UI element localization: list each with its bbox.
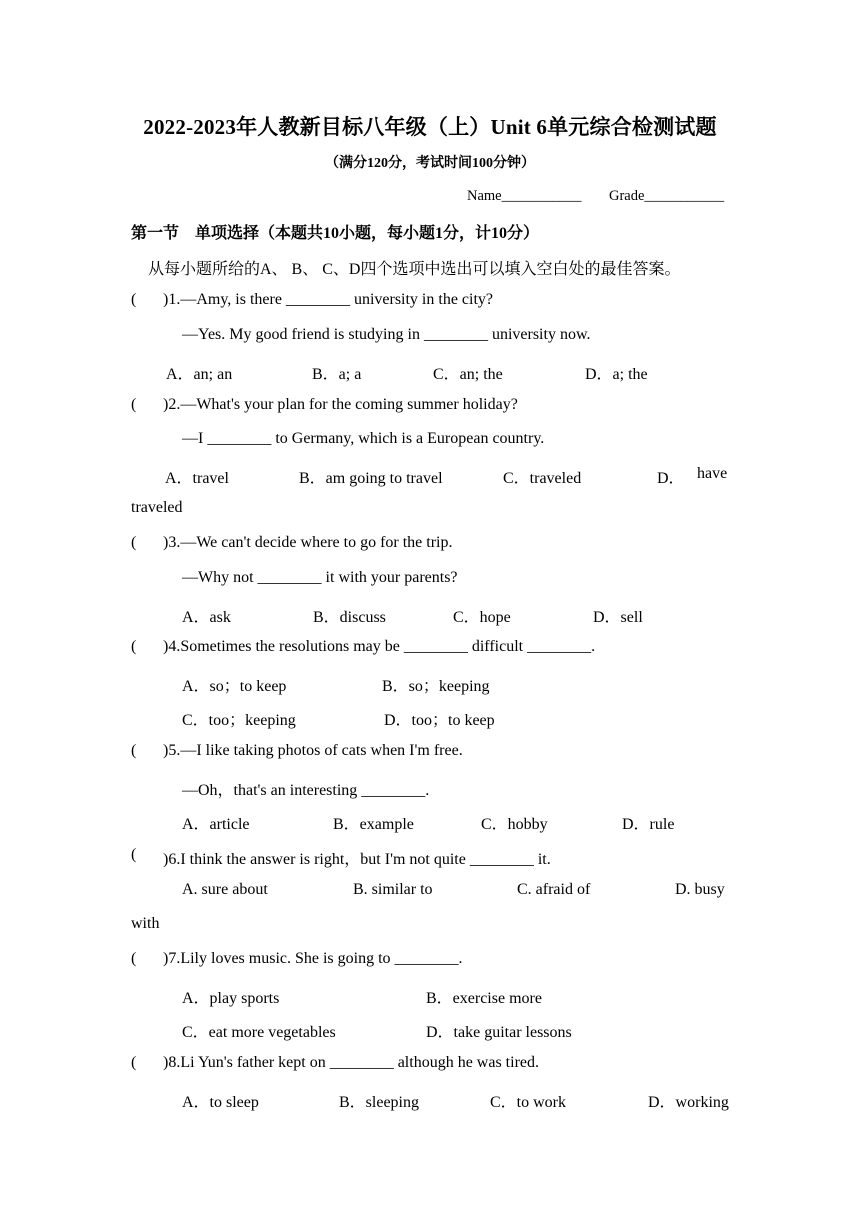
section-heading: 第一节 单项选择（本题共10小题，每小题1分，计10分） [131,225,540,242]
option-c: C．traveled [503,470,582,487]
exam-subtitle: （满分120分，考试时间100分钟） [325,156,535,171]
option-d: D．working [648,1094,729,1111]
option-a: A．travel [165,470,229,487]
option-d: D．rule [622,816,675,833]
question-stem: )4.Sometimes the resolutions may be ________ difficult ________. [163,638,596,655]
option-a: A. sure about [182,881,268,898]
option-d: D．too；to keep [384,712,495,729]
option-c: C．hope [453,609,511,626]
question-stem: )6.I think the answer is right，but I'm not quite ________ it. [163,851,551,868]
answer-paren: ( [131,291,137,308]
option-c: C．eat more vegetables [182,1024,336,1041]
question-stem: )3.—We can't decide where to go for the trip. [163,534,453,551]
option-c: C．to work [490,1094,567,1111]
option-a: A．an; an [166,366,233,383]
option-b: B．discuss [313,609,386,626]
option-b: B．so；keeping [382,678,490,695]
option-a: A．article [182,816,250,833]
question-stem-2: —Yes. My good friend is studying in ________ university now. [182,326,591,343]
answer-paren: ( [131,846,137,863]
option-d-text: have [697,465,728,482]
answer-paren: ( [131,950,137,967]
option-c: C．too；keeping [182,712,296,729]
answer-paren: ( [131,742,137,759]
section-instruction: 从每小题所给的A、 B、 C、D四个选项中选出可以填入空白处的最佳答案。 [148,261,681,278]
option-d-wrap: traveled [131,499,183,516]
option-a: A．play sports [182,990,280,1007]
option-d: D． [657,470,685,487]
name-field-label: Name___________ [467,188,582,204]
option-c: C. afraid of [517,881,591,898]
option-a: A．to sleep [182,1094,259,1111]
answer-paren: ( [131,534,137,551]
option-b: B．a; a [312,366,362,383]
option-b: B．exercise more [426,990,542,1007]
question-stem: )5.—I like taking photos of cats when I'm free. [163,742,463,759]
option-a: A．ask [182,609,231,626]
option-b: B．example [333,816,414,833]
question-stem-2: —I ________ to Germany, which is a European country. [182,430,545,447]
question-stem: )1.—Amy, is there ________ university in the city? [163,291,494,308]
option-d: D. busy [675,881,725,898]
option-d-wrap: with [131,915,160,932]
question-stem-2: —Oh，that's an interesting ________. [182,782,430,799]
answer-paren: ( [131,1054,137,1071]
option-b: B．sleeping [339,1094,419,1111]
option-b: B. similar to [353,881,433,898]
option-c: C．hobby [481,816,548,833]
grade-field-label: Grade___________ [609,188,725,204]
option-c: C．an; the [433,366,503,383]
answer-paren: ( [131,638,137,655]
answer-paren: ( [131,396,137,413]
question-stem: )8.Li Yun's father kept on ________ although he was tired. [163,1054,539,1071]
question-stem: )2.—What's your plan for the coming summer holiday? [163,396,518,413]
question-stem: )7.Lily loves music. She is going to ________. [163,950,463,967]
option-d: D．sell [593,609,643,626]
question-stem-2: —Why not ________ it with your parents? [182,569,458,586]
option-b: B．am going to travel [299,470,443,487]
exam-title: 2022-2023年人教新目标八年级（上）Unit 6单元综合检测试题 [143,115,717,139]
option-d: D．take guitar lessons [426,1024,572,1041]
option-a: A．so；to keep [182,678,287,695]
option-d: D．a; the [585,366,648,383]
